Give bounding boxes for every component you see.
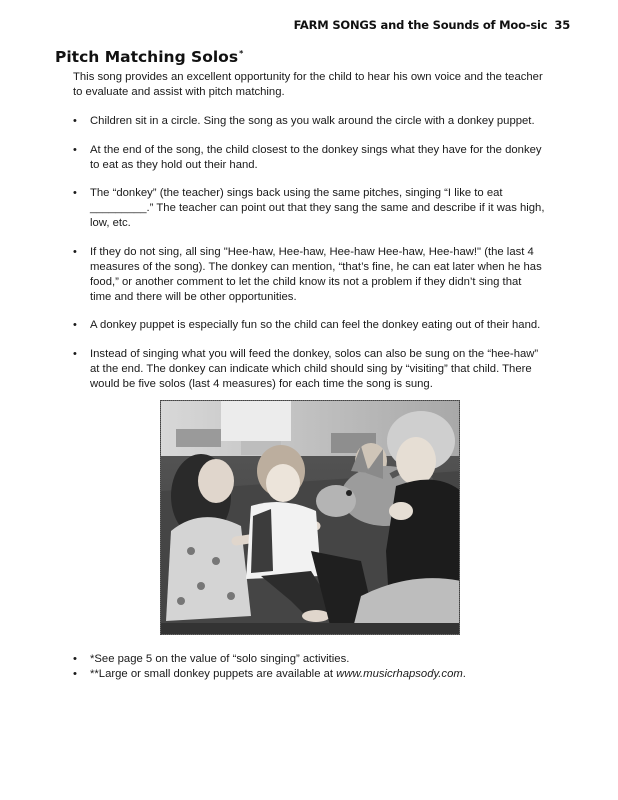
bullet-item: • The “donkey” (the teacher) sings back using the same pitches, singing “I like to eat _________.” The teacher can point out that they sang the same and describe if it was high, low, etc. <box>73 186 545 231</box>
bullet-item: • A donkey puppet is especially fun so the child can feel the donkey eating out of their hand. <box>73 318 545 333</box>
classroom-photo <box>160 400 460 635</box>
footnote-solo-singing: • *See page 5 on the value of “solo singing” activities. <box>73 652 545 667</box>
footnote-list <box>73 652 545 682</box>
bullet-item: • Instead of singing what you will feed the donkey, solos can also be sung on the “hee-haw” at the end. The donkey can indicate which child should sing by “visiting” that child. There would be five solos (last 4 measures) for each time the song is sung. <box>73 347 545 392</box>
running-title: FARM SONGS and the Sounds of Moo-sic <box>293 18 548 32</box>
page-number: 35 <box>554 18 570 32</box>
section-title-text: Pitch Matching Solos <box>55 48 239 66</box>
intro-paragraph: This song provides an excellent opportunity for the child to hear his own voice and the teacher to evaluate and assist with pitch matching. <box>73 71 543 98</box>
footnotes <box>73 652 545 682</box>
section-title-footnote-mark: * <box>239 48 244 58</box>
musicrhapsody-link[interactable]: www.musicrhapsody.com <box>336 668 463 680</box>
running-head <box>294 18 570 32</box>
section-title <box>55 48 243 66</box>
section-body <box>73 70 545 405</box>
bullet-item: • At the end of the song, the child closest to the donkey sings what they have for the donkey to eat as they hold out their hand. <box>73 143 545 173</box>
activity-bullet-list <box>73 114 545 392</box>
footnote-puppets-text: **Large or small donkey puppets are available at <box>90 668 337 680</box>
bullet-item: • Children sit in a circle. Sing the song as you walk around the circle with a donkey puppet. <box>73 114 545 129</box>
footnote-puppets <box>73 667 545 682</box>
photo-illustration <box>161 401 460 635</box>
footnote-puppets-end: . <box>462 668 466 680</box>
bullet-item: • If they do not sing, all sing "Hee-haw, Hee-haw, Hee-haw Hee-haw, Hee-haw!" (the last 4 measures of the song). The donkey can mention, “that’s fine, he can eat later when he has food,” or another comment to let the child know its not a problem if they didn’t sing that time and there will be other opportunities. <box>73 245 545 305</box>
